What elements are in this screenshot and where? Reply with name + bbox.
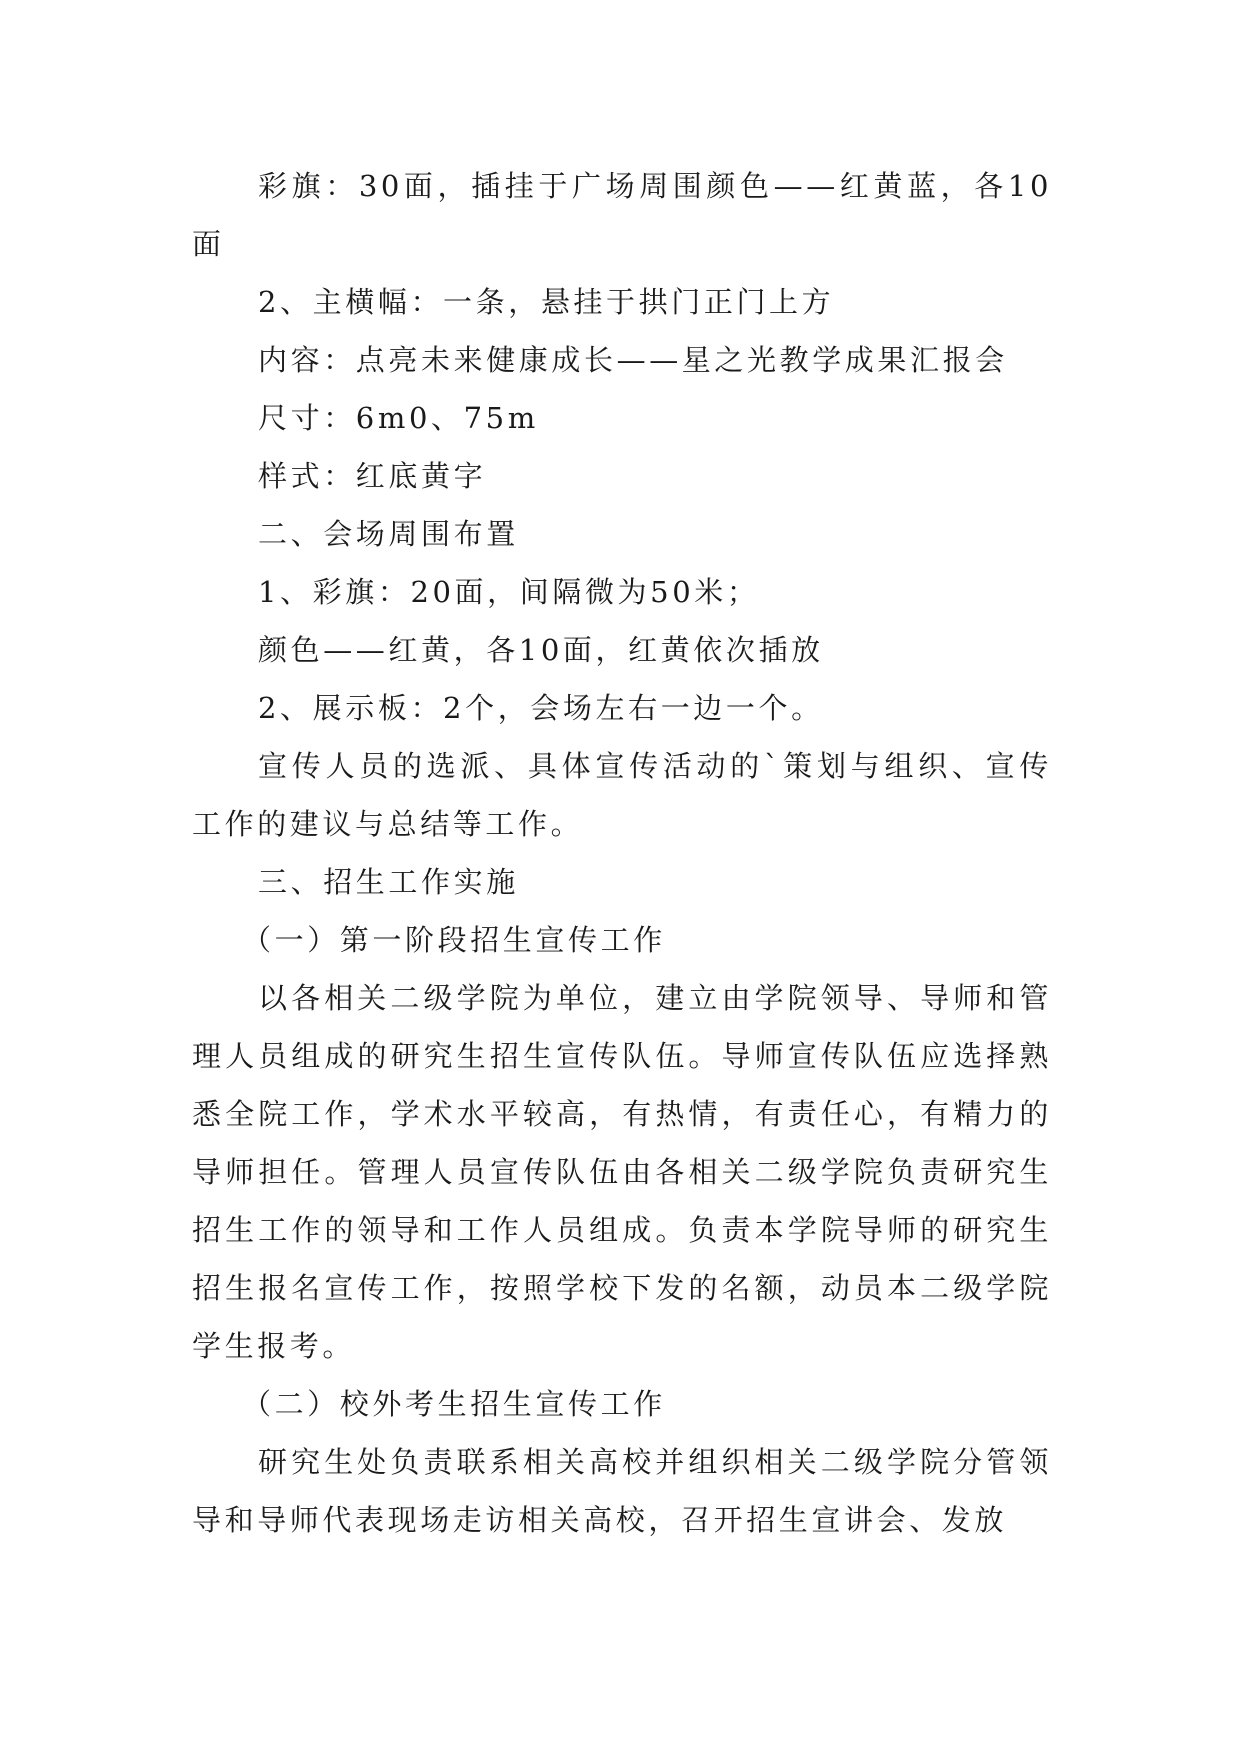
paragraph-venue-flags: 1、彩旗：20面，间隔微为50米；	[258, 575, 760, 609]
subheading-phase-one: （一）第一阶段招生宣传工作	[242, 923, 666, 957]
paragraph-flag-colors: 颜色——红黄，各10面，红黄依次插放	[258, 633, 824, 667]
paragraph-publicity-staff: 宣传人员的选派、具体宣传活动的`策划与组织、宣传工作的建议与总结等工作。	[192, 749, 1052, 841]
section-heading-enrollment: 三、招生工作实施	[258, 865, 519, 899]
paragraph-main-banner: 2、主横幅：一条，悬挂于拱门正门上方	[258, 285, 835, 319]
section-heading-venue-layout: 二、会场周围布置	[258, 517, 519, 551]
document-body	[192, 157, 1052, 1549]
paragraph-banner-content: 内容：点亮未来健康成长——星之光教学成果汇报会	[258, 343, 1008, 377]
paragraph-external-body: 研究生处负责联系相关高校并组织相关二级学院分管领导和导师代表现场走访相关高校，召开招生宣讲会、发放	[192, 1445, 1052, 1537]
paragraph-banner-size: 尺寸：6m0、75m	[258, 401, 539, 435]
paragraph-banner-style: 样式：红底黄字	[258, 459, 487, 493]
paragraph-phase-one-body: 以各相关二级学院为单位，建立由学院领导、导师和管理人员组成的研究生招生宣传队伍。导师宣传队伍应选择熟悉全院工作，学术水平较高，有热情，有责任心，有精力的导师担任。管理人员宣传队伍由各相关二级学院负责研究生招生工作的领导和工作人员组成。负责本学院导师的研究生招生报名宣传工作，按照学校下发的名额，动员本二级学院学生报考。	[192, 981, 1052, 1363]
paragraph-flags-square: 彩旗：30面，插挂于广场周围颜色——红黄蓝，各10面	[192, 169, 1052, 261]
paragraph-display-boards: 2、展示板：2个，会场左右一边一个。	[258, 691, 824, 725]
subheading-external-candidates: （二）校外考生招生宣传工作	[242, 1387, 666, 1421]
